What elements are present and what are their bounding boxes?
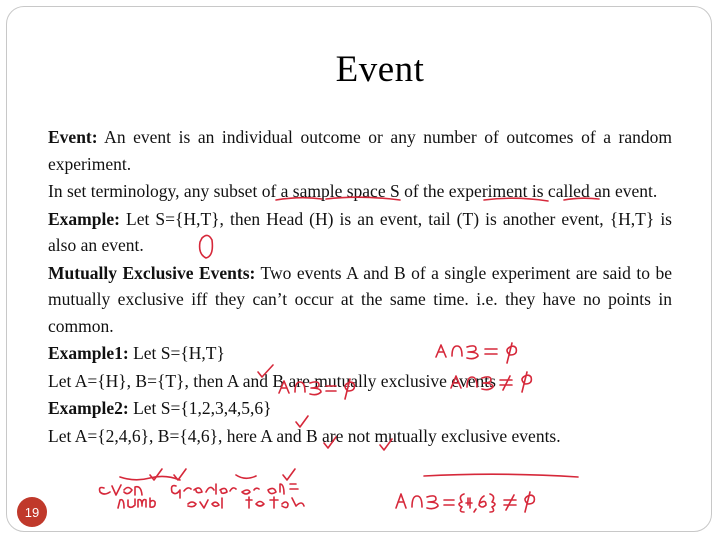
paragraph-text: Let A={H}, B={T}, then A and B are mutually exclusive events (48, 370, 496, 391)
paragraph-label: Example2: (48, 398, 129, 418)
paragraph-example1 (48, 340, 672, 367)
paragraph-example2-sets (48, 423, 672, 450)
paragraph-text: In set terminology, any subset of a sample space S of the experiment is called an event. (48, 181, 658, 201)
paragraph-text: Let A={2,4,6}, B={4,6}, here A and B are not mutually exclusive events. (48, 425, 561, 446)
slide-title: Event (335, 49, 425, 90)
paragraph-event-definition (48, 124, 672, 177)
paragraph-example2 (48, 395, 672, 422)
page-number-badge: 19 (17, 497, 47, 527)
paragraph-mutually-exclusive (48, 260, 672, 340)
paragraph-text: Let S={H,T}, then Head (H) is an event, tail (T) is another event, {H,T} is also an event. (48, 208, 672, 255)
paragraph-label: Example: (48, 208, 120, 229)
paragraph-label: Event: (48, 127, 98, 147)
paragraph-example (48, 206, 672, 259)
paragraph-text: An event is an individual outcome or any number of outcomes of a random experiment. (48, 127, 672, 174)
paragraph-example1-sets (48, 368, 672, 395)
paragraph-set-terminology (48, 178, 672, 205)
paragraph-text: Let S={1,2,3,4,5,6} (128, 398, 272, 418)
paragraph-text: Let S={H,T} (128, 343, 225, 363)
paragraph-label: Example1: (48, 343, 129, 363)
slide-body (48, 124, 672, 450)
paragraph-label: Mutually Exclusive Events: (48, 262, 256, 283)
paragraph-text: Two events A and B of a single experiment are said to be mutually exclusive iff they can’t occur at the same time. i.e. they have no points in common. (48, 262, 672, 336)
